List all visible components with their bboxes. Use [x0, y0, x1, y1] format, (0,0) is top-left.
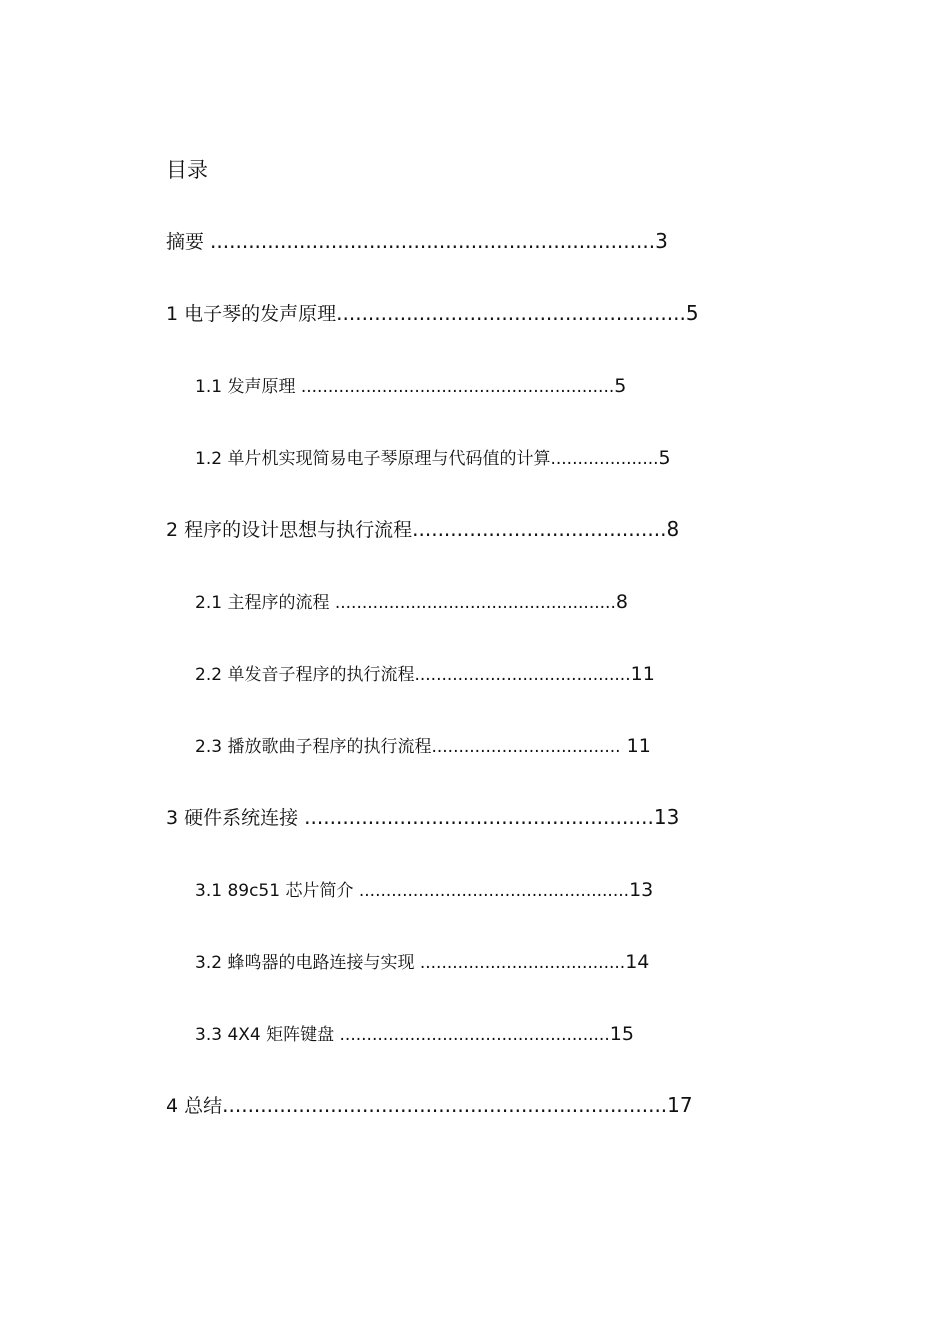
toc-leader-dots: ........................................	[414, 665, 631, 685]
toc-page-number: 8	[666, 517, 680, 541]
toc-page-number: 13	[653, 805, 680, 829]
toc-leader-dots: ......................................................................	[222, 1093, 668, 1117]
toc-entry-label: 2 程序的设计思想与执行流程	[166, 519, 413, 541]
toc-entry-label: 1 电子琴的发声原理	[166, 303, 337, 325]
toc-leader-dots: ......................................	[419, 953, 626, 973]
toc-page-number: 5	[685, 301, 699, 325]
toc-page-number: 11	[630, 663, 655, 685]
toc-leader-dots: ..........................................................	[300, 377, 615, 397]
toc-entry-label: 4 总结	[166, 1095, 223, 1117]
toc-leader-dots: ...................................	[431, 737, 621, 757]
toc-leader-dots: .......................................................	[336, 301, 686, 325]
toc-entry-chapter-2	[166, 516, 679, 543]
toc-leader-dots: ....................................................	[334, 593, 616, 613]
toc-entry-abstract	[166, 228, 668, 255]
toc-page-number: 8	[615, 591, 628, 613]
toc-page-number: 11	[620, 735, 651, 757]
toc-entry-label: 1.1 发声原理	[195, 377, 301, 397]
toc-entry-label: 3.1 89c51 芯片简介	[195, 881, 359, 901]
toc-entry-label: 3 硬件系统连接	[166, 807, 305, 829]
toc-leader-dots: ..................................................	[358, 881, 630, 901]
toc-entry-label: 2.1 主程序的流程	[195, 593, 335, 613]
toc-page-number: 5	[658, 447, 671, 469]
toc-entry-label: 摘要	[166, 231, 211, 253]
toc-leader-dots: .......................................................	[304, 805, 654, 829]
toc-entry-label: 2.3 播放歌曲子程序的执行流程	[195, 737, 432, 757]
toc-entry-section-2-1	[195, 589, 628, 616]
toc-entry-section-3-2	[195, 949, 649, 976]
toc-page-number: 5	[614, 375, 627, 397]
toc-entry-label: 2.2 单发音子程序的执行流程	[195, 665, 415, 685]
toc-leader-dots: ..................................................	[339, 1025, 610, 1045]
toc-entry-label: 3.3 4X4 矩阵键盘	[195, 1025, 340, 1045]
toc-entry-label: 3.2 蜂鸣器的电路连接与实现	[195, 953, 420, 973]
toc-entry-chapter-4	[166, 1092, 693, 1119]
toc-entry-label: 1.2 单片机实现简易电子琴原理与代码值的计算	[195, 449, 551, 469]
toc-entry-section-2-2	[195, 661, 655, 688]
toc-leader-dots: ....................	[550, 449, 659, 469]
toc-entry-section-2-3	[195, 733, 651, 760]
toc-title: 目录	[166, 158, 208, 182]
toc-page-number: 14	[625, 951, 650, 973]
toc-entry-chapter-1	[166, 300, 699, 327]
toc-entry-chapter-3	[166, 804, 679, 831]
toc-page-number: 13	[629, 879, 654, 901]
toc-leader-dots: ........................................	[412, 517, 667, 541]
toc-entry-section-3-1	[195, 877, 653, 904]
toc-leader-dots: ......................................................................	[210, 229, 656, 253]
toc-page-number: 15	[609, 1023, 634, 1045]
toc-entry-section-1-2	[195, 445, 671, 472]
toc-page-number: 17	[667, 1093, 693, 1117]
toc-page-number: 3	[655, 229, 668, 253]
toc-entry-section-3-3	[195, 1021, 634, 1048]
toc-entry-section-1-1	[195, 373, 626, 400]
